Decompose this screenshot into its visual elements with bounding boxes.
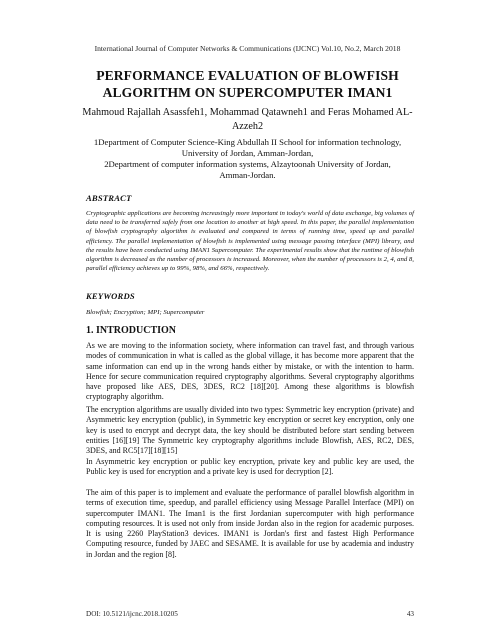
abstract-text: Cryptographic applications are becoming increasingly more important in today's world of data exchange, big volumes of data need to be transferred safely from one location to another at high speed. In this paper, the parallel implementation of blowfish cryptography algorithm is evaluated and compared in terms of running time, speed up and parallel efficiency. The parallel implementation of blowfish is implemented using message passing interface (MPI) library, and the results have been conducted using IMAN1 Supercomputer. The experimental results show that the runtime of blowfish algorithm is decreased as the number of processors is increased. Moreover, when the number of processors is 2, 4, and 8, parallel efficiency achieves up to 99%, 98%, and 66%, respectively. xyxy=(86,210,414,273)
affiliation-1-line-2: University of Jordan, Amman-Jordan, xyxy=(181,148,314,158)
journal-running-header: International Journal of Computer Networks & Communications (IJCNC) Vol.10, No.2, March 2018 xyxy=(94,44,401,53)
author-list-line-1: Mahmoud Rajallah Asassfeh1, Mohammad Qatawneh1 and Feras Mohamed AL- xyxy=(82,107,413,118)
keywords-text: Blowfish; Encryption; MPI; Supercomputer xyxy=(86,309,205,316)
affiliation-2-line-2: Amman-Jordan. xyxy=(219,170,276,180)
page-number: 43 xyxy=(406,610,414,618)
introduction-paragraph-1: As we are moving to the information society, where information can travel fast, and through various modes of communication in what is called as the global village, it has become more apparent that the same information can end up in the wrong hands either by mistake, or with the intention to harm. Hence for secure communication required cryptography algorithms. Several cryptography algorithms have proposed like AES, DES, 3DES, RC2 [18][20]. Among these algorithms is blowfish cryptography algorithm. xyxy=(86,341,414,402)
abstract-heading: ABSTRACT xyxy=(86,193,132,203)
paper-title xyxy=(40,67,455,101)
footer-doi: DOI: 10.5121/ijcnc.2018.10205 xyxy=(86,610,178,618)
keywords-heading: KEYWORDS xyxy=(86,291,135,301)
paper-title-line-2: ALGORITHM ON SUPERCOMPUTER IMAN1 xyxy=(102,85,393,100)
introduction-heading: 1. INTRODUCTION xyxy=(86,325,177,336)
affiliation-1-line-1: 1Department of Computer Science-King Abdullah II School for information technology, xyxy=(93,137,402,147)
author-list xyxy=(50,106,445,133)
author-list-line-2: Azzeh2 xyxy=(231,120,264,132)
affiliation-1 xyxy=(80,137,415,159)
paper-title-line-1: PERFORMANCE EVALUATION OF BLOWFISH xyxy=(96,68,399,83)
affiliation-2-line-1: 2Department of computer information systems, Alzaytoonah University of Jordan, xyxy=(104,159,391,169)
introduction-paragraph-3: In Asymmetric key encryption or public key encryption, private key and public key are used, the Public key is used for encryption and a private key is used for decryption [2]. xyxy=(86,457,414,477)
introduction-paragraph-2: The encryption algorithms are usually divided into two types: Symmetric key encryption (private) and Asymmetric key encryption (public), in Symmetric key encryption or secret key encryption, only one key is used to encrypt and decrypt data, the key should be distributed before start sending between entities [16][19] The Symmetric key cryptography algorithms include Blowfish, AES, RC2, DES, 3DES, and RC5[17][18][15] xyxy=(86,405,414,456)
affiliation-2 xyxy=(80,159,415,181)
introduction-paragraph-4: The aim of this paper is to implement and evaluate the performance of parallel blowfish algorithm in terms of execution time, speedup, and parallel efficiency using Message Parallel Interface (MPI) on supercomputer IMAN1. The Iman1 is the first Jordanian supercomputer with high performance computing resources. It is used not only from inside Jordan also in the region for academic purposes. It is using 2260 PlayStation3 devices. IMAN1 is Jordan's first and fastest High Performance Computing resource, funded by JAEC and SESAME. It is available for use by academia and industry in Jordan and the region [8]. xyxy=(86,488,414,559)
